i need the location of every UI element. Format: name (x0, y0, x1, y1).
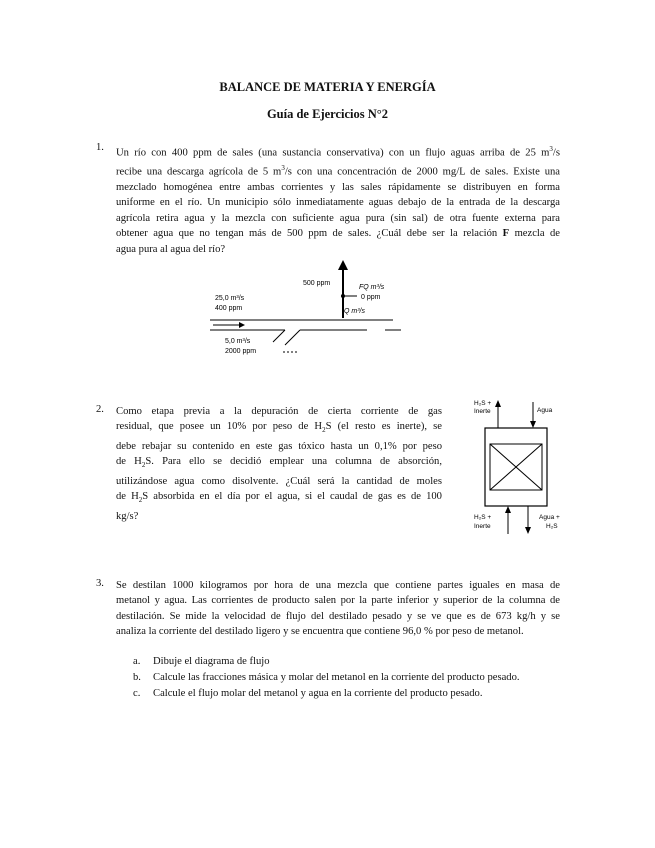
q2-line-3: debe rebajar su contenido en este gas tóxico hasta un 0,1% por peso (116, 440, 442, 452)
q1-line-1: Un río con 400 ppm de sales (una sustancia conservativa) con un flujo aguas arriba de 25 $m^3/s$ (116, 145, 560, 159)
question-1-number: 1. (96, 142, 104, 153)
document-subtitle: Guía de Ejercicios N°2 (266, 107, 389, 121)
label-25: 25,0 m³/s (215, 295, 245, 302)
q2-line-2: residual, que posee un 10% por peso de $H_2S$ (el resto es inerte), se (116, 421, 442, 435)
mixing-point (341, 294, 345, 298)
label-5: 5,0 m³/s (225, 338, 251, 345)
arrow-down-icon (530, 421, 536, 428)
q1-line-7: agua pura al agua del río? (116, 243, 226, 255)
q3-line-2: metanol y agua. Las corrientes de producto salen por la parte inferior y superior de la columna de (116, 595, 560, 607)
document-page: BALANCE DE MATERIA Y ENERGÍA Guía de Ejercicios N°2 1. Un río con 400 ppm de sales (una sustancia conservativa) con un flujo aguas arriba de 25 $m^3/s$ recibe una descarga agrícola de 5 $m^3/s$ con una concentración de 2000 mg/L de sales. Existe una mezclado homogénea entre ambas corrientes y las sales rápidamente se distribuyen en forma uniforme en el río. Un municipio sólo inmediatamente aguas debajo de la entrada de la descarga agrícola retira agua y la mezcla con suficiente agua pura (sin sal) de otra fuente externa para obtener agua que no tengan más de 500 ppm de sales. ¿Cuál debe ser la relación F mezcla de agua pura al agua del río? 500 ppm FQ m³/s 0 ppm Q m³/s 25,0 m³/s 400 ppm 5,0 m³/s 2000 ppm 2. Como etapa previa a la depuración de cierta corriente de gas residual, que posee un 10% por peso de $H_2S$ (el resto es inerte), se debe rebajar su contenido en este gas tóxico hasta un 0,1% por peso de $H_2S$. Para ello se decidió emplear una columna de absorción, utilizándose agua como disolvente. ¿Cuál será la cantidad de moles de $H_2S$ absorbida en el día por el agua, si el caudal de gas es de 100 kg/s? H₂S + Inerte Agua H₂S + Inerte Agua + H₂S 3. Se destilan 1000 kilogramos por hora de una mezcla que contiene partes iguales en masa de metanol y agua. Las corrientes de producto salen por la parte inferior y superior de la columna de destilación. Se mide la velocidad de flujo del destilado pesado y se ve que es de 673 kg/h y se analiza la corriente del destilado ligero y se encuentra que contiene 96,0 % por peso de metanol. a. Dibuje el diagrama de flujo b. Calcule las fracciones másica y molar del metanol en la corriente del producto pesado. c. Calcule el flujo molar del metanol y agua en la corriente del producto pesado. (0, 0, 655, 848)
label-h2s-inerte-top-1: H₂S + (474, 400, 492, 407)
arrow-up-icon (505, 506, 511, 513)
q1-line-4: uniforme en el río. Un municipio sólo inmediatamente aguas debajo de la entrada de la descarga (116, 197, 560, 209)
document-title: BALANCE DE MATERIA Y ENERGÍA (219, 80, 436, 94)
q3-line-3: destilación. Se mide la velocidad de flujo del destilado pesado y se ve que es de 673 kg/h y se (116, 610, 560, 622)
label-h2s-inerte-top-2: Inerte (474, 408, 491, 415)
label-agua-top: Agua (537, 407, 553, 414)
q2-line-4: de $H_2S$. Para ello se decidió emplear una columna de absorción, (116, 456, 442, 470)
discharge-channel-right (285, 330, 300, 345)
discharge-channel-left (273, 330, 285, 342)
arrow-down-icon (525, 527, 531, 534)
q2-line-6: de $H_2S$ absorbida en el día por el agua, si el caudal de gas es de 100 (116, 491, 442, 505)
absorption-column-diagram (462, 394, 572, 539)
river-mixing-diagram (205, 258, 415, 356)
label-agua-h2s-bottom-2: H₂S (546, 523, 558, 530)
label-2000ppm: 2000 ppm (225, 348, 257, 355)
q1-line-3: mezclado homogénea entre ambas corrientes y las sales rápidamente se distribuyen en forma (116, 181, 560, 193)
question-3-number: 3. (96, 578, 104, 589)
q1-line-2: recibe una descarga agrícola de 5 $m^3/s$ con una concentración de 2000 mg/L de sales. Existe una (116, 163, 561, 178)
label-400ppm: 400 ppm (215, 305, 243, 312)
label-0ppm: 0 ppm (361, 294, 381, 301)
arrow-up-icon (338, 260, 348, 270)
q3-line-1: Se destilan 1000 kilogramos por hora de una mezcla que contiene partes iguales en masa de (116, 580, 560, 591)
question-1-text (116, 142, 560, 257)
q2-line-5: utilizándose agua como disolvente. ¿Cuál será la cantidad de moles (116, 475, 442, 487)
question-3-text (116, 578, 560, 640)
arrow-right-icon (239, 322, 245, 328)
label-q: Q m³/s (344, 308, 365, 315)
question-2-text (116, 404, 442, 524)
q3-line-4: analiza la corriente del destilado ligero y se encuentra que contiene 96,0 % por peso de metanol. (116, 626, 524, 638)
q1-line-6: obtener agua que no tengan más de 500 ppm de sales. ¿Cuál debe ser la relación F mezcla de (116, 228, 560, 240)
label-fq: FQ m³/s (359, 284, 385, 291)
question-2-number: 2. (96, 404, 104, 415)
label-h2s-inerte-bottom-1: H₂S + (474, 514, 492, 521)
q2-line-1: Como etapa previa a la depuración de cierta corriente de gas (116, 406, 442, 417)
label-agua-h2s-bottom-1: Agua + (539, 514, 560, 521)
label-h2s-inerte-bottom-2: Inerte (474, 523, 491, 530)
label-500ppm: 500 ppm (303, 280, 331, 287)
arrow-up-icon (495, 400, 501, 407)
q2-line-7: kg/s? (116, 510, 139, 522)
q1-line-5: agrícola retira agua y la mezcla con suficiente agua pura (sin sal) de otra fuente externa para (116, 212, 560, 224)
